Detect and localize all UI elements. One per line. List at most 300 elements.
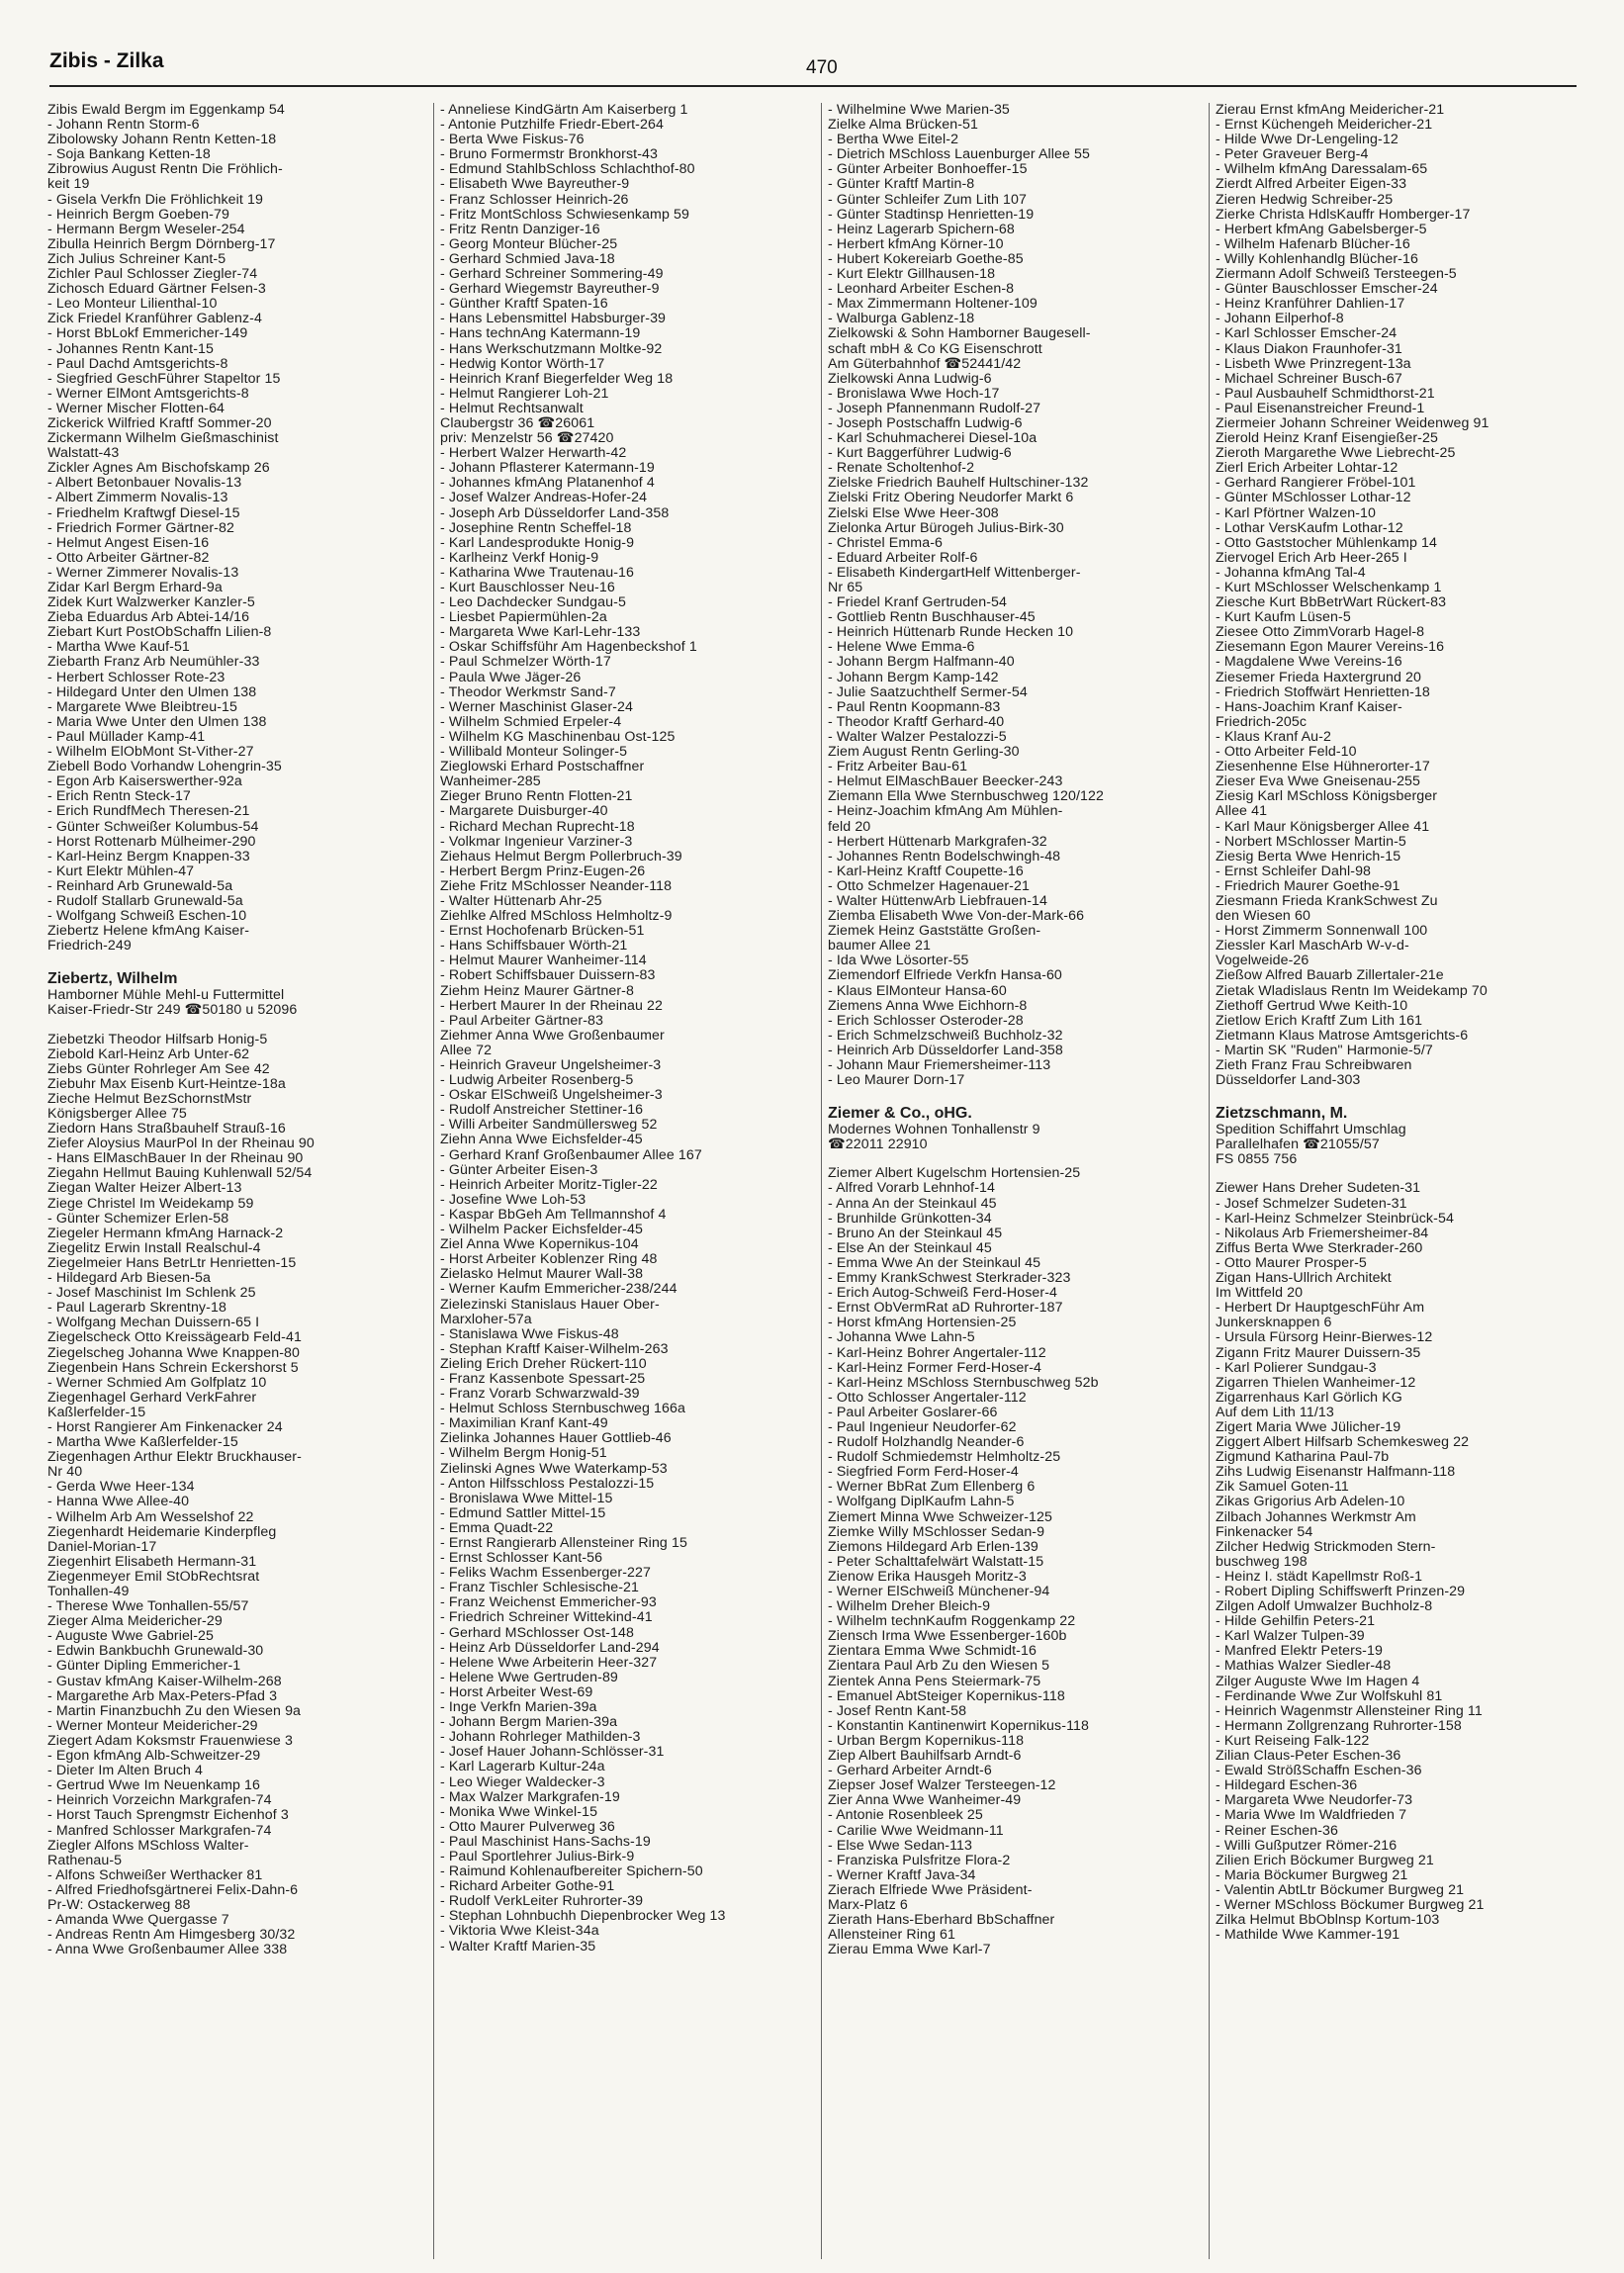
directory-entry: Marxloher-57a xyxy=(440,1312,532,1327)
directory-entry: - Helmut Angest Eisen-16 xyxy=(47,535,210,551)
directory-entry: - Ferdinande Wwe Zur Wolfskuhl 81 xyxy=(1216,1688,1443,1704)
directory-entry: - Ernst Küchengeh Meidericher-21 xyxy=(1216,118,1433,134)
column-1 xyxy=(47,103,433,2259)
directory-entry: Ziemons Hildegard Arb Erlen-139 xyxy=(828,1539,1038,1555)
directory-entry: Am Güterbahnhof ☎52441/42 xyxy=(828,356,1022,372)
directory-entry: - Robert Schiffsbauer Duissern-83 xyxy=(440,968,656,984)
directory-entry: Zigann Fritz Maurer Duissern-35 xyxy=(1216,1345,1421,1361)
directory-entry: Modernes Wohnen Tonhallenstr 9 xyxy=(828,1123,1040,1138)
directory-entry: - Theodor Kraftf Gerhard-40 xyxy=(828,714,1005,730)
directory-entry: - Berta Wwe Fiskus-76 xyxy=(440,133,585,148)
directory-entry: - Franziska Pulsfritze Flora-2 xyxy=(828,1853,1011,1868)
directory-entry: - Gerhard Schmied Java-18 xyxy=(440,251,615,267)
directory-entry: Zigert Maria Wwe Jülicher-19 xyxy=(1216,1419,1401,1435)
directory-entry: - Günter Kraftf Martin-8 xyxy=(828,177,975,193)
directory-entry: keit 19 xyxy=(47,177,90,193)
directory-entry: Zielski Fritz Obering Neudorfer Markt 6 xyxy=(828,491,1074,506)
directory-entry: Ziemens Anna Wwe Eichhorn-8 xyxy=(828,998,1028,1014)
directory-entry: - Martin SK "Ruden" Harmonie-5/7 xyxy=(1216,1043,1433,1058)
directory-entry: - Emanuel AbtSteiger Kopernikus-118 xyxy=(828,1688,1065,1704)
directory-entry: - Johann Bergm Marien-39a xyxy=(440,1715,618,1731)
directory-entry: - Theodor Werkmstr Sand-7 xyxy=(440,684,616,700)
directory-entry: Zihs Ludwig Eisenanstr Halfmann-118 xyxy=(1216,1465,1456,1481)
directory-entry: Zickermann Wilhelm Gießmaschinist xyxy=(47,431,279,447)
directory-entry: - Wilhelm Hafenarb Blücher-16 xyxy=(1216,236,1410,252)
directory-entry: - Werner Kraftf Java-34 xyxy=(828,1867,976,1883)
directory-entry: - Maria Wwe Unter den Ulmen 138 xyxy=(47,714,267,730)
directory-entry: - Günter Schleifer Zum Lith 107 xyxy=(828,192,1028,208)
directory-entry: Auf dem Lith 11/13 xyxy=(1216,1405,1334,1420)
directory-entry: - Johanna Wwe Lahn-5 xyxy=(828,1330,975,1346)
directory-entry: - Manfred Schlosser Markgrafen-74 xyxy=(47,1823,272,1839)
directory-entry: - Herbert kfmAng Körner-10 xyxy=(828,236,1004,252)
directory-entry: - Heinrich Bergm Goeben-79 xyxy=(47,207,229,223)
directory-entry: - Josef Walzer Andreas-Hofer-24 xyxy=(440,491,648,506)
directory-entry: - Gustav kfmAng Kaiser-Wilhelm-268 xyxy=(47,1674,282,1689)
directory-entry: - Paul Ingenieur Neudorfer-62 xyxy=(828,1419,1017,1435)
spacer xyxy=(1216,1167,1575,1181)
directory-entry: feld 20 xyxy=(828,819,871,835)
directory-entry: - Kurt Elektr Gillhausen-18 xyxy=(828,267,996,283)
directory-entry: - Kaspar BbGeh Am Tellmannshof 4 xyxy=(440,1207,667,1223)
directory-entry: - Wilhelm Packer Eichsfelder-45 xyxy=(440,1223,643,1238)
column-3 xyxy=(821,103,1209,2259)
directory-entry: - Inge Verkfn Marien-39a xyxy=(440,1700,597,1716)
directory-entry: - Willibald Monteur Solinger-5 xyxy=(440,745,628,761)
directory-entry: Zikas Grigorius Arb Adelen-10 xyxy=(1216,1495,1405,1510)
directory-entry: - Hildegard Arb Biesen-5a xyxy=(47,1271,211,1287)
directory-entry: - Wilhelm Bergm Honig-51 xyxy=(440,1446,607,1462)
directory-entry: - Walburga Gablenz-18 xyxy=(828,312,975,327)
directory-entry: Ziemendorf Elfriede Verkfn Hansa-60 xyxy=(828,968,1062,984)
directory-entry: schaft mbH & Co KG Eisenschrott xyxy=(828,341,1042,357)
directory-entry: - Friedrich Maurer Goethe-91 xyxy=(1216,878,1400,894)
directory-entry: Junkersknappen 6 xyxy=(1216,1316,1332,1331)
directory-entry: Ziesmann Frieda KrankSchwest Zu xyxy=(1216,893,1438,909)
directory-entry: - Andreas Rentn Am Himgesberg 30/32 xyxy=(47,1928,296,1944)
directory-entry: Ziegahn Hellmut Bauing Kuhlenwall 52/54 xyxy=(47,1166,313,1182)
directory-entry: - Erich Rentn Steck-17 xyxy=(47,789,191,805)
directory-entry: Ziehm Heinz Maurer Gärtner-8 xyxy=(440,983,634,999)
directory-entry: Zielezinski Stanislaus Hauer Ober- xyxy=(440,1297,660,1313)
directory-entry: Zientara Emma Wwe Schmidt-16 xyxy=(828,1644,1037,1660)
directory-entry: - Horst Rangierer Am Finkenacker 24 xyxy=(47,1419,283,1435)
directory-entry: Ziepser Josef Walzer Tersteegen-12 xyxy=(828,1778,1056,1794)
directory-entry: - Heinz Kranführer Dahlien-17 xyxy=(1216,297,1405,313)
directory-entry: - Karl-Heinz Former Ferd-Hoser-4 xyxy=(828,1360,1042,1376)
directory-entry: - Norbert MSchlosser Martin-5 xyxy=(1216,834,1406,850)
directory-entry: - Margareta Wwe Karl-Lehr-133 xyxy=(440,625,641,641)
directory-entry: - Franz Vorarb Schwarzwald-39 xyxy=(440,1387,640,1403)
directory-entry: - Herbert Maurer In der Rheinau 22 xyxy=(440,998,663,1014)
directory-entry: - Alfons Schweißer Werthacker 81 xyxy=(47,1867,263,1883)
directory-entry: - Willi Gußputzer Römer-216 xyxy=(1216,1838,1398,1854)
directory-entry: - Gerhard Kranf Großenbaumer Allee 167 xyxy=(440,1147,702,1163)
directory-entry: - Mathias Walzer Siedler-48 xyxy=(1216,1659,1392,1675)
directory-entry: Zieglowski Erhard Postschaffner xyxy=(440,760,645,775)
entry-heading: Ziebertz, Wilhelm xyxy=(47,970,178,988)
directory-entry: Ziemke Willy MSchlosser Sedan-9 xyxy=(828,1524,1045,1540)
directory-entry: - Peter Graveuer Berg-4 xyxy=(1216,147,1369,163)
directory-entry: - Ernst Schleifer Dahl-98 xyxy=(1216,864,1372,879)
directory-entry: - Wilhelm technKaufm Roggenkamp 22 xyxy=(828,1614,1076,1630)
directory-entry: - Herbert Hüttenarb Markgrafen-32 xyxy=(828,834,1047,850)
directory-entry: Ziegenhardt Heidemarie Kinderpfleg xyxy=(47,1524,277,1540)
directory-entry: - Michael Schreiner Busch-67 xyxy=(1216,371,1402,387)
directory-entry: - Hilde Wwe Dr-Lengeling-12 xyxy=(1216,133,1398,148)
directory-entry: priv: Menzelstr 56 ☎27420 xyxy=(440,431,614,447)
directory-entry: - Paul Rentn Koopmann-83 xyxy=(828,699,1001,715)
directory-entry: - Helene Wwe Emma-6 xyxy=(828,640,975,656)
directory-entry: - Manfred Elektr Peters-19 xyxy=(1216,1644,1383,1660)
directory-entry: Zilien Erich Böckumer Burgweg 21 xyxy=(1216,1853,1434,1868)
directory-entry: Zieren Hedwig Schreiber-25 xyxy=(1216,192,1394,208)
directory-entry: Pr-W: Ostackerweg 88 xyxy=(47,1897,191,1913)
directory-entry: Wanheimer-285 xyxy=(440,774,541,790)
directory-entry: - Joseph Arb Düsseldorfer Land-358 xyxy=(440,505,670,521)
directory-entry: - Antonie Putzhilfe Friedr-Ebert-264 xyxy=(440,118,664,134)
directory-entry: - Hanna Wwe Allee-40 xyxy=(47,1495,190,1510)
directory-entry: Nr 40 xyxy=(47,1465,83,1481)
directory-entry: Ziebell Bodo Vorhandw Lohengrin-35 xyxy=(47,760,282,775)
directory-entry: Zierau Emma Wwe Karl-7 xyxy=(828,1943,991,1958)
directory-entry: - Lothar VersKaufm Lothar-12 xyxy=(1216,520,1403,536)
directory-entry: - Friedrich Former Gärtner-82 xyxy=(47,520,234,536)
directory-entry: Zidar Karl Bergm Erhard-9a xyxy=(47,581,223,595)
directory-entry: - Karl-Heinz Kraftf Coupette-16 xyxy=(828,864,1024,879)
directory-entry: - Franz Schlosser Heinrich-26 xyxy=(440,192,629,208)
directory-entry: - Helmut Schloss Sternbuschweg 166a xyxy=(440,1402,685,1417)
directory-entry: Ziemann Ella Wwe Sternbuschweg 120/122 xyxy=(828,789,1105,805)
directory-entry: - Klaus Kranf Au-2 xyxy=(1216,729,1331,745)
directory-entry: - Anton Hilfsschloss Pestalozzi-15 xyxy=(440,1476,655,1492)
directory-entry: Zieth Franz Frau Schreibwaren xyxy=(1216,1058,1412,1073)
directory-entry: - Kurt Kaufm Lüsen-5 xyxy=(1216,610,1351,626)
directory-entry: Zier Anna Wwe Wanheimer-49 xyxy=(828,1793,1022,1809)
directory-entry: - Bronislawa Wwe Hoch-17 xyxy=(828,386,1000,402)
directory-entry: - Rudolf Stallarb Grunewald-5a xyxy=(47,893,243,909)
directory-entry: - Fritz Rentn Danziger-16 xyxy=(440,222,600,237)
directory-entry: - Otto Schmelzer Hagenauer-21 xyxy=(828,878,1030,894)
directory-entry: Ziefer Aloysius MaurPol In der Rheinau 90 xyxy=(47,1136,315,1152)
directory-entry: Zichler Paul Schlosser Ziegler-74 xyxy=(47,267,258,283)
directory-entry: - Gerhard MSchlosser Ost-148 xyxy=(440,1625,634,1641)
directory-entry: - Friedhelm Kraftwgf Diesel-15 xyxy=(47,505,240,521)
directory-entry: Friedrich-249 xyxy=(47,939,132,955)
directory-entry: - Heinrich Hüttenarb Runde Hecken 10 xyxy=(828,625,1074,641)
directory-entry: - Erich Schmelzschweiß Buchholz-32 xyxy=(828,1028,1063,1044)
directory-entry: - Ludwig Arbeiter Rosenberg-5 xyxy=(440,1073,634,1089)
directory-entry: - Heinz Lagerarb Spichern-68 xyxy=(828,222,1015,237)
directory-entry: - Siegfried Form Ferd-Hoser-4 xyxy=(828,1465,1019,1481)
directory-entry: Ziebertz Helene kfmAng Kaiser- xyxy=(47,924,250,940)
directory-entry: - Wilhelm Dreher Bleich-9 xyxy=(828,1599,991,1615)
directory-entry: Ziffus Berta Wwe Sterkrader-260 xyxy=(1216,1240,1423,1256)
entry-heading: Zietzschmann, M. xyxy=(1216,1105,1348,1123)
directory-entry: Friedrich-205c xyxy=(1216,714,1308,730)
directory-entry: - Herbert Schlosser Rote-23 xyxy=(47,670,226,685)
directory-entry: - Antonie Rosenbleek 25 xyxy=(828,1808,983,1824)
directory-entry: Zieche Helmut BezSchornstMstr xyxy=(47,1091,252,1107)
directory-entry: - Otto Maurer Prosper-5 xyxy=(1216,1255,1367,1271)
directory-entry: Kaßlerfelder-15 xyxy=(47,1405,146,1420)
directory-entry: Zibolowsky Johann Rentn Ketten-18 xyxy=(47,133,277,148)
directory-entry: - Johanna kfmAng Tal-4 xyxy=(1216,565,1366,581)
directory-entry: - Wilhelm kfmAng Daressalam-65 xyxy=(1216,162,1428,178)
directory-entry: - Maximilian Kranf Kant-49 xyxy=(440,1416,608,1432)
directory-entry: Ziesche Kurt BbBetrWart Rückert-83 xyxy=(1216,595,1447,611)
directory-entry: - Ernst Hochofenarb Brücken-51 xyxy=(440,924,645,940)
directory-entry: - Brunhilde Grünkotten-34 xyxy=(828,1211,992,1227)
directory-entry: - Helmut Maurer Wanheimer-114 xyxy=(440,954,647,969)
directory-entry: - Günter Arbeiter Bonhoeffer-15 xyxy=(828,162,1028,178)
directory-entry: - Margarete Wwe Bleibtreu-15 xyxy=(47,699,238,715)
directory-entry: - Fritz MontSchloss Schwiesenkamp 59 xyxy=(440,207,689,223)
directory-entry: - Josephine Rentn Scheffel-18 xyxy=(440,520,632,536)
directory-entry: - Horst Arbeiter West-69 xyxy=(440,1684,593,1700)
directory-entry: Zigarrenhaus Karl Görlich KG xyxy=(1216,1390,1402,1406)
directory-entry: - Wilhelm Arb Am Wesselshof 22 xyxy=(47,1509,254,1525)
directory-entry: Rathenau-5 xyxy=(47,1853,123,1868)
directory-entry: Ziem August Rentn Gerling-30 xyxy=(828,745,1020,761)
directory-entry: - Werner Schmied Am Golfplatz 10 xyxy=(47,1375,267,1391)
directory-entry: - Wolfgang DiplKaufm Lahn-5 xyxy=(828,1495,1015,1510)
directory-entry: Ziehmer Anna Wwe Großenbaumer xyxy=(440,1028,665,1044)
directory-entry: - Paul Lagerarb Skrentny-18 xyxy=(47,1301,226,1317)
directory-entry: - Bronislawa Wwe Mittel-15 xyxy=(440,1491,613,1506)
directory-entry: - Robert Dipling Schiffswerft Prinzen-29 xyxy=(1216,1585,1466,1599)
directory-entry: - Karl Schuhmacherei Diesel-10a xyxy=(828,431,1038,447)
directory-entry: - Renate Scholtenhof-2 xyxy=(828,461,975,477)
directory-entry: - Maria Böckumer Burgweg 21 xyxy=(1216,1867,1408,1883)
column-4 xyxy=(1209,103,1579,2259)
directory-entry: Zilcher Hedwig Strickmoden Stern- xyxy=(1216,1539,1436,1555)
directory-entry: - Herbert Walzer Herwarth-42 xyxy=(440,446,627,462)
directory-entry: Ziep Albert Bauhilfsarb Arndt-6 xyxy=(828,1749,1022,1765)
directory-entry: - Martha Wwe Kauf-51 xyxy=(47,640,190,656)
directory-entry: buschweg 198 xyxy=(1216,1554,1308,1570)
directory-entry: - Hilde Gehilfin Peters-21 xyxy=(1216,1614,1376,1630)
directory-entry: - Valentin AbtLtr Böckumer Burgweg 21 xyxy=(1216,1882,1465,1898)
directory-entry: Ziesig Berta Wwe Henrich-15 xyxy=(1216,849,1401,864)
directory-entry: - Joseph Postschaffn Ludwig-6 xyxy=(828,415,1023,431)
directory-entry: - Günter Schweißer Kolumbus-54 xyxy=(47,819,259,835)
directory-entry: Zieger Bruno Rentn Flotten-21 xyxy=(440,789,633,805)
directory-entry: - Edmund StahlbSchloss Schlachthof-80 xyxy=(440,162,695,178)
directory-entry: - Margarethe Arb Max-Peters-Pfad 3 xyxy=(47,1688,278,1704)
directory-entry: - Monika Wwe Winkel-15 xyxy=(440,1804,598,1820)
directory-entry: - Werner Kaufm Emmericher-238/244 xyxy=(440,1282,677,1298)
directory-entry: - Reiner Eschen-36 xyxy=(1216,1823,1339,1839)
directory-entry: - Walter HüttenwArb Liebfrauen-14 xyxy=(828,893,1047,909)
directory-entry: - Josef Maschinist Im Schlenk 25 xyxy=(47,1286,256,1302)
directory-entry: Ziedorn Hans Straßbauhelf Strauß-16 xyxy=(47,1122,286,1137)
directory-entry: - Johann Rentn Storm-6 xyxy=(47,118,200,134)
directory-entry: - Wilhelm KG Maschinenbau Ost-125 xyxy=(440,729,676,745)
directory-entry: Ziemer Albert Kugelschm Hortensien-25 xyxy=(828,1166,1081,1182)
directory-entry: Düsseldorfer Land-303 xyxy=(1216,1073,1361,1089)
directory-entry: Zidek Kurt Walzwerker Kanzler-5 xyxy=(47,595,255,611)
directory-entry: Vogelweide-26 xyxy=(1216,954,1309,969)
directory-entry: - Karl-Heinz Bohrer Angertaler-112 xyxy=(828,1345,1046,1361)
directory-entry: - Hermann Bergm Weseler-254 xyxy=(47,222,245,237)
directory-entry: - Erich Autog-Schweiß Ferd-Hoser-4 xyxy=(828,1286,1058,1302)
directory-entry: - Paula Wwe Jäger-26 xyxy=(440,670,582,685)
directory-entry: - Werner ElSchweiß Münchener-94 xyxy=(828,1585,1050,1599)
directory-entry: Ziebarth Franz Arb Neumühler-33 xyxy=(47,655,260,671)
directory-entry: - Heinrich Graveur Ungelsheimer-3 xyxy=(440,1058,662,1073)
directory-entry: - Stanislawa Wwe Fiskus-48 xyxy=(440,1326,619,1342)
spacer xyxy=(47,954,429,967)
directory-entry: ☎22011 22910 xyxy=(828,1137,928,1153)
directory-entry: Daniel-Morian-17 xyxy=(47,1539,157,1555)
directory-entry: Zienow Erika Hausgeh Moritz-3 xyxy=(828,1569,1027,1585)
directory-entry: - Karl Pförtner Walzen-10 xyxy=(1216,505,1377,521)
directory-columns xyxy=(47,103,1579,2259)
directory-entry: Zielski Else Wwe Heer-308 xyxy=(828,505,999,521)
directory-entry: Zielkowski Anna Ludwig-6 xyxy=(828,371,992,387)
column-2 xyxy=(433,103,821,2259)
directory-entry: - Emmy KrankSchwest Sterkrader-323 xyxy=(828,1271,1071,1287)
directory-entry: - Johannes kfmAng Platanenhof 4 xyxy=(440,476,655,492)
directory-entry: - Gerda Wwe Heer-134 xyxy=(47,1480,195,1496)
directory-entry: Ziebart Kurt PostObSchaffn Lilien-8 xyxy=(47,625,272,641)
directory-entry: - Amanda Wwe Quergasse 7 xyxy=(47,1913,229,1929)
directory-entry: - Peter Schalttafelwärt Walstatt-15 xyxy=(828,1554,1044,1570)
directory-entry: - Johannes Rentn Bodelschwingh-48 xyxy=(828,849,1061,864)
directory-entry: - Klaus Diakon Fraunhofer-31 xyxy=(1216,341,1402,357)
directory-entry: - Richard Mechan Ruprecht-18 xyxy=(440,819,635,835)
directory-entry: - Hildegard Unter den Ulmen 138 xyxy=(47,684,257,700)
directory-entry: - Karl Landesprodukte Honig-9 xyxy=(440,535,635,551)
directory-entry: - Paul Maschinist Hans-Sachs-19 xyxy=(440,1834,651,1850)
directory-entry: Zietak Wladislaus Rentn Im Weidekamp 70 xyxy=(1216,983,1488,999)
directory-entry: Ziessler Karl MaschArb W-v-d- xyxy=(1216,939,1409,955)
directory-entry: - Wilhelm ElObMont St-Vither-27 xyxy=(47,745,254,761)
directory-entry: - Johannes Rentn Kant-15 xyxy=(47,341,215,357)
directory-entry: Ziggert Albert Hilfsarb Schemkesweg 22 xyxy=(1216,1435,1470,1451)
directory-entry: - Friedel Kranf Gertruden-54 xyxy=(828,595,1008,611)
directory-entry: Zieba Eduardus Arb Abtei-14/16 xyxy=(47,610,250,626)
directory-entry: - Christel Emma-6 xyxy=(828,535,944,551)
directory-entry: - Kurt Elektr Mühlen-47 xyxy=(47,864,195,879)
directory-entry: Ziegenmeyer Emil StObRechtsrat xyxy=(47,1569,260,1585)
directory-entry: - Paul Schmelzer Wörth-17 xyxy=(440,655,611,671)
directory-entry: Zieling Erich Dreher Rückert-110 xyxy=(440,1356,647,1372)
directory-entry: - Otto Schlosser Angertaler-112 xyxy=(828,1390,1027,1406)
directory-entry: - Karl-Heinz Schmelzer Steinbrück-54 xyxy=(1216,1211,1454,1227)
directory-entry: Ziehn Anna Wwe Eichsfelder-45 xyxy=(440,1133,643,1148)
directory-entry: - Karl Schlosser Emscher-24 xyxy=(1216,326,1398,342)
directory-entry: - Leo Wieger Waldecker-3 xyxy=(440,1774,605,1790)
directory-entry: - Katharina Wwe Trautenau-16 xyxy=(440,565,635,581)
directory-entry: - Werner Maschinist Glaser-24 xyxy=(440,699,634,715)
directory-entry: - Horst Arbeiter Koblenzer Ring 48 xyxy=(440,1252,658,1268)
directory-entry: Ziesemann Egon Maurer Vereins-16 xyxy=(1216,640,1445,656)
directory-entry: FS 0855 756 xyxy=(1216,1152,1298,1168)
directory-entry: - Gisela Verkfn Die Fröhlichkeit 19 xyxy=(47,192,263,208)
directory-entry: - Werner Zimmerer Novalis-13 xyxy=(47,565,239,581)
directory-entry: - Walter Hüttenarb Ahr-25 xyxy=(440,893,602,909)
directory-entry: - Hans Schiffsbauer Wörth-21 xyxy=(440,939,628,955)
directory-entry: - Leo Maurer Dorn-17 xyxy=(828,1073,965,1089)
directory-entry: - Günter Arbeiter Eisen-3 xyxy=(440,1162,598,1178)
directory-entry: - Edwin Bankbuchh Grunewald-30 xyxy=(47,1644,264,1660)
directory-entry: Zielonka Artur Bürogeh Julius-Birk-30 xyxy=(828,520,1064,536)
directory-entry: Ziegan Walter Heizer Albert-13 xyxy=(47,1181,242,1197)
directory-entry: - Emma Quadt-22 xyxy=(440,1520,554,1536)
directory-entry: Ziebs Günter Rohrleger Am See 42 xyxy=(47,1061,270,1077)
directory-entry: - Friedrich Schreiner Wittekind-41 xyxy=(440,1610,653,1626)
directory-entry: Zickler Agnes Am Bischofskamp 26 xyxy=(47,461,270,477)
directory-entry: Königsberger Allee 75 xyxy=(47,1107,187,1122)
directory-entry: - Karl Polierer Sundgau-3 xyxy=(1216,1360,1377,1376)
spacer xyxy=(828,1152,1205,1166)
directory-entry: Walstatt-43 xyxy=(47,446,120,462)
directory-entry: - Karl-Heinz Bergm Knappen-33 xyxy=(47,849,250,864)
directory-entry: - Horst Zimmerm Sonnenwall 100 xyxy=(1216,924,1428,940)
directory-entry: - Erich Schlosser Osteroder-28 xyxy=(828,1013,1024,1029)
directory-entry: - Josef Schmelzer Sudeten-31 xyxy=(1216,1196,1407,1212)
directory-entry: - Paul Arbeiter Gärtner-83 xyxy=(440,1013,604,1029)
directory-entry: - Johann Maur Friemersheimer-113 xyxy=(828,1058,1051,1073)
directory-entry: - Leo Monteur Lilienthal-10 xyxy=(47,297,218,313)
directory-entry: - Heinrich Kranf Biegerfelder Weg 18 xyxy=(440,371,674,387)
directory-entry: - Volkmar Ingenieur Varziner-3 xyxy=(440,834,633,850)
spacer xyxy=(828,1088,1205,1102)
directory-entry: - Hans-Joachim Kranf Kaiser- xyxy=(1216,699,1402,715)
directory-entry: - Willi Arbeiter Sandmüllersweg 52 xyxy=(440,1118,658,1134)
directory-entry: - Leonhard Arbeiter Eschen-8 xyxy=(828,282,1015,298)
directory-entry: Ziemert Minna Wwe Schweizer-125 xyxy=(828,1509,1053,1525)
directory-entry: - Max Zimmermann Holtener-109 xyxy=(828,297,1038,313)
directory-entry: Hamborner Mühle Mehl-u Futtermittel xyxy=(47,988,285,1004)
directory-entry: - Alfred Vorarb Lehnhof-14 xyxy=(828,1181,996,1197)
directory-entry: Ziehlke Alfred MSchloss Helmholtz-9 xyxy=(440,909,673,925)
directory-entry: - Walter Walzer Pestalozzi-5 xyxy=(828,729,1007,745)
directory-entry: - Johann Rohrleger Mathilden-3 xyxy=(440,1730,641,1746)
directory-entry: - Günter Stadtinsp Henrietten-19 xyxy=(828,207,1035,223)
directory-entry: - Max Walzer Markgrafen-19 xyxy=(440,1789,620,1805)
directory-entry: - Günter Schemizer Erlen-58 xyxy=(47,1211,229,1227)
directory-entry: Zieroth Margarethe Wwe Liebrecht-25 xyxy=(1216,446,1456,462)
directory-entry: - Hermann Zollgrenzang Ruhrorter-158 xyxy=(1216,1718,1462,1734)
directory-entry: - Heinz-Joachim kfmAng Am Mühlen- xyxy=(828,804,1063,820)
directory-entry: - Franz Kassenbote Spessart-25 xyxy=(440,1371,646,1387)
directory-entry: - Stephan Kraftf Kaiser-Wilhelm-263 xyxy=(440,1341,669,1357)
directory-entry: - Kurt MSchlosser Welschenkamp 1 xyxy=(1216,581,1442,595)
directory-entry: - Ernst Schlosser Kant-56 xyxy=(440,1551,603,1567)
directory-entry: Ziegenhirt Elisabeth Hermann-31 xyxy=(47,1554,257,1570)
directory-entry: - Rudolf Schmiedemstr Helmholtz-25 xyxy=(828,1450,1061,1466)
directory-entry: - Günter Bauschlosser Emscher-24 xyxy=(1216,282,1438,298)
directory-entry: - Gerhard Rangierer Fröbel-101 xyxy=(1216,476,1416,492)
directory-entry: - Raimund Kohlenaufbereiter Spichern-50 xyxy=(440,1864,703,1880)
directory-entry: - Heinrich Wagenmstr Allensteiner Ring 11 xyxy=(1216,1703,1483,1719)
directory-entry: Zickerick Wilfried Kraftf Sommer-20 xyxy=(47,415,272,431)
directory-entry: Zigan Hans-Ullrich Architekt xyxy=(1216,1271,1392,1287)
directory-entry: - Lisbeth Wwe Prinzregent-13a xyxy=(1216,356,1411,372)
directory-entry: Zilger Auguste Wwe Im Hagen 4 xyxy=(1216,1674,1420,1689)
directory-entry: - Paul Ausbauhelf Schmidthorst-21 xyxy=(1216,386,1435,402)
directory-entry: - Gerhard Wiegemstr Bayreuther-9 xyxy=(440,282,660,298)
directory-entry: - Paul Sportlehrer Julius-Birk-9 xyxy=(440,1849,635,1864)
directory-entry: Parallelhafen ☎21055/57 xyxy=(1216,1137,1380,1153)
directory-entry: Zigarren Thielen Wanheimer-12 xyxy=(1216,1375,1416,1391)
directory-entry: - Heinz Arb Düsseldorfer Land-294 xyxy=(440,1640,660,1656)
directory-entry: - Georg Monteur Blücher-25 xyxy=(440,236,618,252)
directory-entry: - Hans Werkschutzmann Moltke-92 xyxy=(440,341,663,357)
